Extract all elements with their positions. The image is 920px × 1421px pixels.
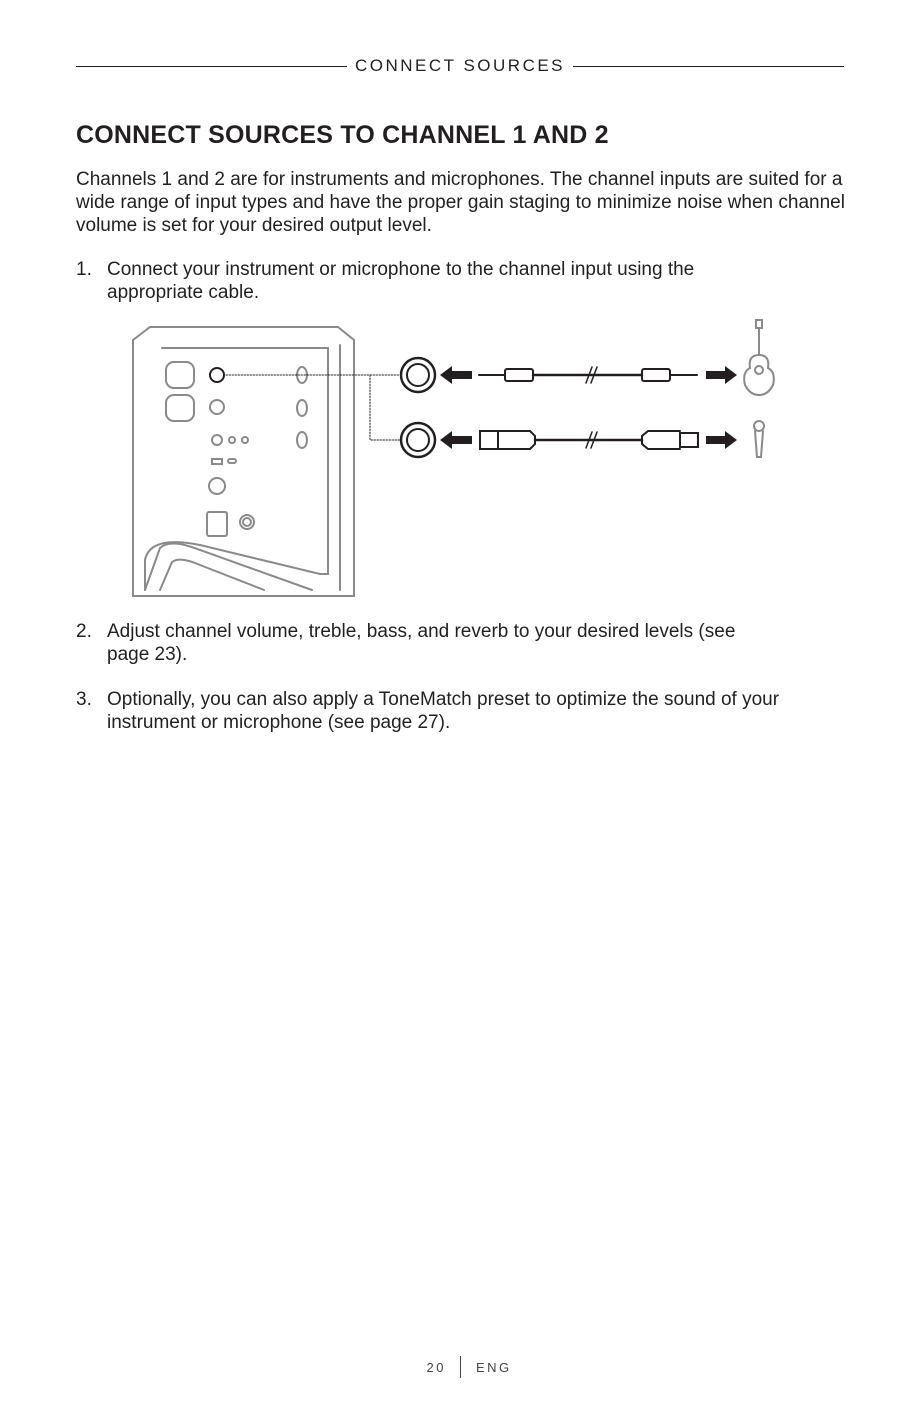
quarter-inch-cable [479,367,697,383]
section-title: CONNECT SOURCES [354,56,566,75]
connection-diagram [0,0,920,620]
microphone-icon [754,421,764,457]
step-text: Optionally, you can also apply a ToneMatch preset to optimize the sound of your instrument or microphone (see page 27). [107,689,780,733]
step-text: Adjust channel volume, treble, bass, and reverb to your desired levels (see page 23). [107,621,736,665]
page-title: CONNECT SOURCES TO CHANNEL 1 AND 2 [76,121,609,149]
page-number: 20 [426,1360,446,1375]
step-number: 3. [76,689,92,710]
step-text: Connect your instrument or microphone to the channel input using the appropriate cable. [107,259,695,303]
speaker-rear-panel [133,327,354,596]
xlr-cable [480,431,698,449]
step-number: 1. [76,259,92,280]
step-number: 2. [76,621,92,642]
guitar-icon [744,320,774,395]
footer-divider [460,1356,461,1378]
combo-jack [401,358,435,457]
dotted-leader-lines [226,375,400,440]
intro-paragraph: Channels 1 and 2 are for instruments and microphones. The channel inputs are suited for a wide range of input types and have the proper gain staging to minimize noise when channel volume is set for your desired output level. [76,169,845,236]
language-code: ENG [476,1360,512,1375]
